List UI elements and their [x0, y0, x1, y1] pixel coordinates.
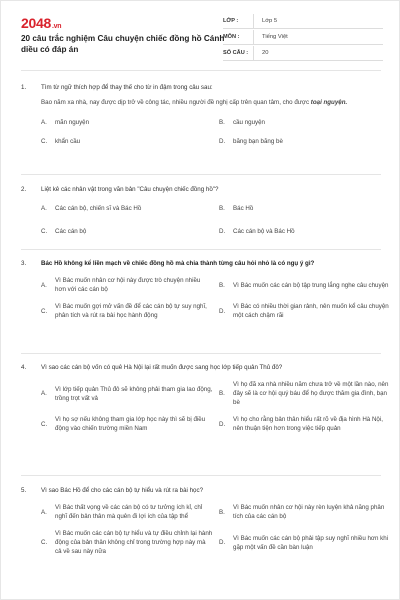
- question-text: Tìm từ ngữ thích hợp để thay thế cho từ in đậm trong câu sau:: [41, 84, 213, 91]
- option-letter: A.: [41, 118, 47, 126]
- option-c[interactable]: [41, 529, 213, 556]
- info-key: LỚP :: [223, 17, 239, 24]
- question-text: Vì sao các cán bộ vốn có quê Hà Nội lại rất muốn được sang học lớp tiếp quản Thủ đô?: [41, 364, 283, 371]
- option-text: Vì Bác có nhiều thời gian rảnh, nên muốn kể câu chuyện một cách chậm rãi: [233, 303, 389, 319]
- passage-emphasis: toại nguyện.: [310, 99, 348, 106]
- document-title: 20 câu trắc nghiệm Câu chuyện chiếc đồng hồ Cánh diều có đáp án: [21, 34, 225, 54]
- option-d[interactable]: [219, 137, 391, 146]
- option-letter: C.: [41, 228, 48, 235]
- options-grid: [41, 276, 389, 320]
- option-text: Vì họ đã xa nhà nhiều năm chưa trở về một lần nào, nên đây sẽ là cơ hội quý báu để họ được thăm gia đình, bạn bè: [233, 381, 389, 406]
- question-2: [1, 174, 400, 236]
- options-grid: [41, 118, 381, 146]
- question-head: [21, 83, 381, 92]
- option-d[interactable]: [219, 302, 391, 320]
- option-text: băng bạn băng bè: [233, 137, 283, 145]
- option-letter: A.: [41, 205, 47, 212]
- info-divider: [253, 46, 254, 60]
- options-grid: [41, 503, 389, 556]
- option-b[interactable]: [219, 380, 391, 407]
- option-text: khẩn cầu: [55, 137, 81, 145]
- options-grid: [41, 204, 381, 236]
- site-logo[interactable]: [21, 15, 61, 31]
- divider: [21, 174, 381, 175]
- question-passage: [41, 98, 381, 108]
- divider: [21, 249, 381, 250]
- question-number: 2.: [21, 186, 27, 193]
- info-table: [223, 13, 383, 61]
- option-letter: B.: [219, 390, 225, 397]
- question-number: 3.: [21, 260, 27, 267]
- option-b[interactable]: [219, 118, 391, 127]
- option-text: Các cán bộ và Bác Hồ: [233, 228, 295, 235]
- option-text: Vì Bác muốn nhân cơ hội này rèn luyện khả năng phân tích của các cán bộ: [233, 504, 385, 520]
- option-letter: C.: [41, 539, 48, 546]
- option-letter: C.: [41, 307, 48, 315]
- option-a[interactable]: [41, 118, 213, 127]
- option-letter: A.: [41, 390, 47, 397]
- info-value: 20: [262, 49, 269, 56]
- option-text: Vì Bác muốn các cán bộ tự hiểu và tự điều chỉnh lại hành động của bản thân không chỉ trong trường hợp này mà cả về sau này nữa: [55, 530, 213, 555]
- logo-main: 2048: [21, 15, 51, 31]
- option-letter: A.: [41, 508, 47, 516]
- divider: [21, 70, 381, 71]
- option-c[interactable]: [41, 227, 213, 236]
- option-a[interactable]: [41, 503, 213, 521]
- option-text: Vì họ sợ nếu không tham gia lớp học này thì sẽ bị điều động vào chiến trường miền Nam: [55, 416, 206, 432]
- option-text: Vì họ cho rằng bản thân hiểu rất rõ về địa hình Hà Nội, nên thuận tiện hơn trong việc tiếp quản: [233, 416, 383, 432]
- question-5: [1, 475, 400, 556]
- option-text: Vì Bác thất vọng về các cán bộ có tư tưởng ích kỉ, chỉ nghĩ đến bản thân mà quên đi lợi ích của tập thể: [55, 504, 203, 520]
- info-value: Tiếng Việt: [262, 33, 288, 40]
- question-text: Liệt kê các nhân vật trong văn bản "Câu chuyện chiếc đồng hồ"?: [41, 186, 219, 193]
- option-a[interactable]: [41, 204, 213, 213]
- option-letter: D.: [219, 420, 226, 428]
- option-letter: D.: [219, 228, 226, 235]
- option-a[interactable]: [41, 380, 213, 407]
- option-d[interactable]: [219, 415, 391, 433]
- logo-suffix: .vn: [51, 23, 62, 30]
- divider: [21, 475, 381, 476]
- option-text: Vì Bác muốn các cán bộ phải tập suy nghĩ nhiều hơn khi gặp một vấn đề cần bàn luận: [233, 534, 389, 551]
- question-head: [21, 486, 381, 495]
- option-text: cầu nguyện: [233, 118, 265, 126]
- option-b[interactable]: [219, 204, 391, 213]
- option-letter: B.: [219, 281, 225, 289]
- divider: [21, 353, 381, 354]
- question-number: 5.: [21, 487, 27, 494]
- option-letter: C.: [41, 420, 48, 428]
- info-row-class: [223, 13, 383, 29]
- info-key: MÔN :: [223, 33, 240, 40]
- question-head: [21, 259, 381, 268]
- option-text: Vì Bác muốn gợi mở vấn đề để các cán bộ tự suy nghĩ, phân tích và rút ra bài học hành động: [55, 303, 207, 319]
- option-letter: B.: [219, 205, 225, 212]
- option-b[interactable]: [219, 503, 391, 521]
- option-text: Các cán bộ: [55, 228, 87, 235]
- option-text: mãn nguyện: [55, 118, 90, 126]
- info-divider: [253, 30, 254, 44]
- question-4: [1, 353, 400, 433]
- option-letter: C.: [41, 137, 48, 145]
- option-letter: A.: [41, 281, 47, 289]
- option-letter: B.: [219, 508, 225, 516]
- info-divider: [253, 14, 254, 28]
- info-key: SỐ CÂU :: [223, 49, 249, 56]
- question-1: [1, 71, 400, 146]
- option-letter: D.: [219, 137, 226, 145]
- option-text: Vì lớp tiếp quản Thủ đô sẽ không phải tham gia lao động, trồng trọt vất vả: [55, 385, 213, 402]
- question-number: 4.: [21, 364, 27, 371]
- option-a[interactable]: [41, 276, 213, 294]
- options-grid: [41, 380, 389, 433]
- info-row-count: [223, 45, 383, 61]
- option-d[interactable]: [219, 227, 391, 236]
- question-head: [21, 363, 381, 372]
- question-number: 1.: [21, 84, 27, 91]
- option-letter: B.: [219, 118, 225, 126]
- question-text: Bác Hồ không kể liền mạch về chiếc đồng hồ mà chia thành từng câu hỏi nhỏ là có ngụ ý gì?: [41, 260, 315, 267]
- info-value: Lớp 5: [262, 17, 278, 24]
- question-3: [1, 249, 400, 320]
- option-text: Vì Bác muốn các cán bộ tập trung lắng nghe câu chuyện: [233, 281, 389, 289]
- info-row-subject: [223, 29, 383, 45]
- option-text: Bác Hồ: [233, 205, 254, 212]
- header: [1, 1, 400, 67]
- question-text: Vì sao Bác Hồ để cho các cán bộ tự hiểu và rút ra bài học?: [41, 487, 204, 494]
- option-c[interactable]: [41, 415, 213, 433]
- option-c[interactable]: [41, 302, 213, 320]
- passage-text: Bao năm xa nhà, nay được dịp trở về công tác, nhiều người đề nghị cấp trên quan tâm, cho được: [41, 99, 311, 106]
- option-b[interactable]: [219, 276, 391, 294]
- option-letter: D.: [219, 307, 226, 315]
- question-head: [21, 185, 381, 194]
- option-c[interactable]: [41, 137, 213, 146]
- option-d[interactable]: [219, 529, 391, 556]
- option-text: Các cán bộ, chiến sĩ và Bác Hồ: [55, 205, 142, 212]
- option-letter: D.: [219, 539, 226, 546]
- option-text: Vì Bác muốn nhân cơ hội này được trò chuyện nhiều hơn với các cán bộ: [55, 277, 201, 293]
